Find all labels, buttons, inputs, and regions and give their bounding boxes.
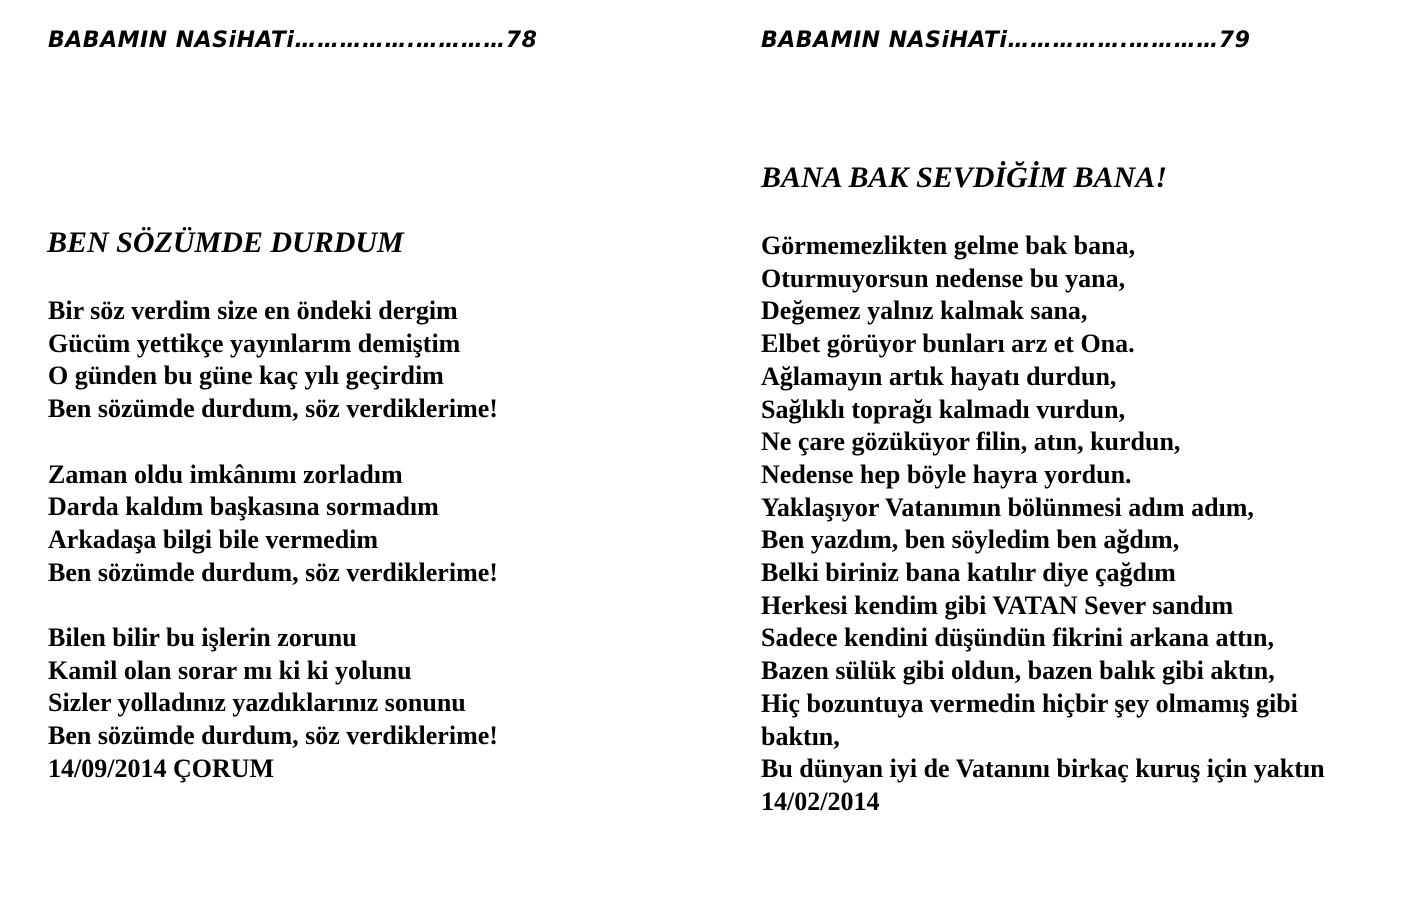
poem-line: Bu dünyan iyi de Vatanını birkaç kuruş için yaktın (761, 754, 1325, 784)
poem-line: Görmemezlikten gelme bak bana, (761, 231, 1136, 260)
poem-line: Ben sözümde durdum, söz verdiklerime! (48, 394, 498, 424)
right-page-header: BABAMIN NASiHATi…………….…………79 (761, 28, 1251, 53)
poem-line: Sizler yolladınız yazdıklarınız sonunu (48, 688, 466, 718)
left-poem-title: BEN SÖZÜMDE DURDUM (47, 226, 404, 259)
poem-line: Bir söz verdim size en öndeki dergim (48, 296, 458, 325)
poem-date-line: 14/09/2014 ÇORUM (48, 753, 275, 783)
left-page-header: BABAMIN NASiHATi…………….…………78 (48, 28, 538, 53)
poem-line: Elbet görüyor bunları arz et Ona. (761, 329, 1135, 359)
poem-line: Belki biriniz bana katılır diye çağdım (761, 558, 1176, 588)
right-poem-title: BANA BAK SEVDİĞİM BANA! (761, 161, 1167, 194)
poem-line: Bazen sülük gibi oldun, bazen balık gibi aktın, (761, 656, 1275, 686)
poem-line: Darda kaldım başkasına sormadım (48, 492, 439, 522)
poem-line: Sağlıklı toprağı kalmadı vurdun, (761, 394, 1126, 424)
poem-line: Zaman oldu imkânımı zorladım (48, 459, 403, 489)
poem-line: Ben yazdım, ben söyledim ben ağdım, (761, 525, 1180, 555)
left-page (0, 0, 710, 918)
poem-line: Gücüm yettikçe yayınlarım demiştim (48, 328, 461, 358)
left-poem-body (48, 295, 688, 786)
poem-line: baktın, (761, 721, 840, 751)
poem-line: Nedense hep böyle hayra yordun. (761, 459, 1132, 489)
poem-line: Arkadaşa bilgi bile vermedim (48, 524, 379, 554)
stanza-2 (48, 459, 688, 590)
poem-line: Kamil olan sorar mı ki ki yolunu (48, 655, 412, 685)
poem-date-line: 14/02/2014 (761, 786, 880, 816)
poem-line: Herkesi kendim gibi VATAN Sever sandım (761, 590, 1234, 620)
right-page (710, 0, 1421, 918)
poem-line: Yaklaşıyor Vatanımın bölünmesi adım adım, (761, 492, 1254, 522)
poem-line: Hiç bozuntuya vermedin hiçbir şey olmamış gibi (761, 688, 1298, 718)
poem-line: Ben sözümde durdum, söz verdiklerime! (48, 721, 498, 751)
right-poem-body (761, 230, 1411, 819)
poem-line: Ben sözümde durdum, söz verdiklerime! (48, 557, 498, 587)
stanza-1 (48, 295, 688, 426)
poem-line: Ne çare gözüküyor filin, atın, kurdun, (761, 427, 1181, 457)
poem-line: Oturmuyorsun nedense bu yana, (761, 263, 1126, 293)
poem-line: Bilen bilir bu işlerin zorunu (48, 623, 357, 652)
stanza-3 (48, 622, 688, 786)
poem-line: O günden bu güne kaç yılı geçirdim (48, 361, 444, 391)
poem-line: Ağlamayın artık hayatı durdun, (761, 361, 1117, 391)
poem-line: Değemez yalnız kalmak sana, (761, 296, 1088, 326)
poem-line: Sadece kendini düşündün fikrini arkana attın, (761, 623, 1274, 653)
